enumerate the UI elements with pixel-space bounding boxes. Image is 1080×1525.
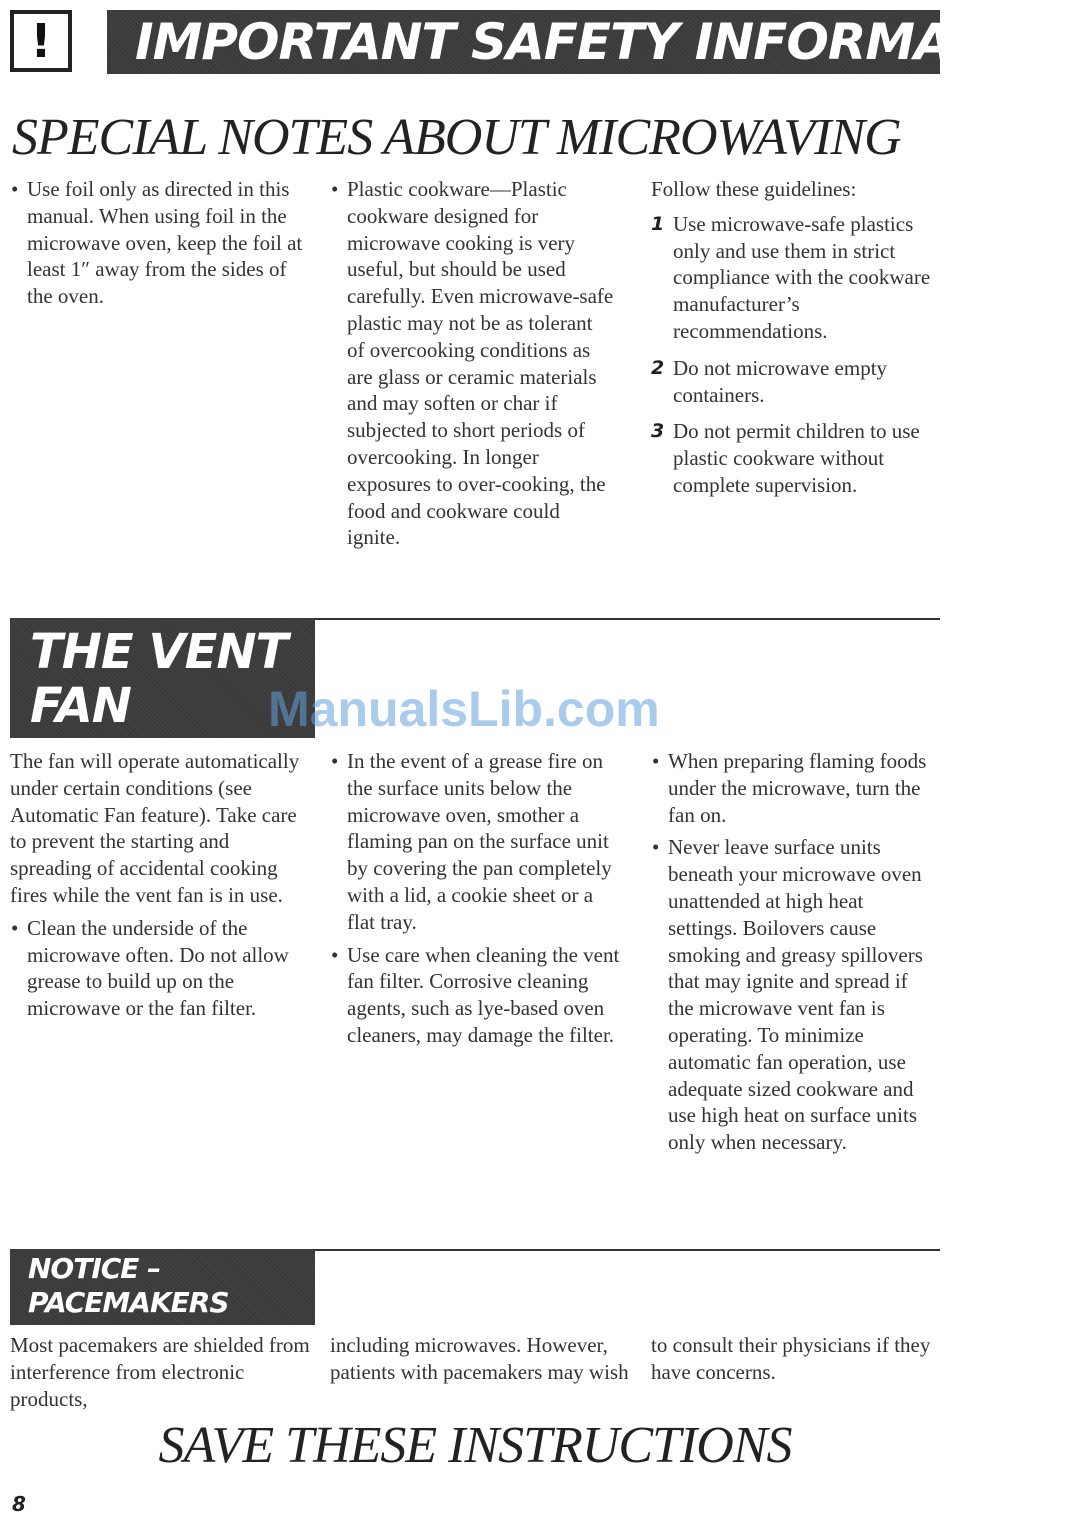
section-divider [315,618,940,620]
bullet-icon: • [331,749,339,773]
header-banner [107,10,1080,74]
page-title: IMPORTANT SAFETY INFORMATION [135,13,1080,71]
list-item [651,834,938,1156]
item-text: Do not microwave empty containers. [673,355,888,407]
microwaving-col1 [10,176,305,316]
section-title-microwaving: SPECIAL NOTES ABOUT MICROWAVING [12,109,901,166]
pacemakers-col3: to consult their physicians if they have concerns. [651,1333,931,1384]
list-item-text: Use foil only as directed in this manual. When using foil in the microwave oven, keep the foil at least 1″ away from the sides of the oven. [27,177,303,309]
bullet-icon: • [11,915,19,940]
pacemakers-title-line1: NOTICE – [28,1252,161,1285]
list-item [651,748,938,828]
vent-fan-title-line1: THE VENT [30,624,288,680]
microwaving-col3 [651,176,938,509]
pacemakers-title-line2: PACEMAKERS [28,1286,229,1319]
vent-col3 [651,748,938,1162]
list-item-text: In the event of a grease fire on the surface units below the microwave oven, smother a flaming pan on the surface unit by covering the pan completely with a lid, a cookie sheet or a flat tray. [347,749,612,934]
item-number: 3 [651,420,665,443]
numbered-item [651,418,938,498]
vent-intro: The fan will operate automatically under certain conditions (see Automatic Fan feature). Take care to prevent the starting and spreading of accidental cooking fires while the vent fan is in use. [10,749,300,907]
numbered-item [651,355,938,409]
page-number: 8 [12,1492,26,1516]
item-text: Use microwave-safe plastics only and use them in strict compliance with the cookware manufacturer’s recommendations. [673,211,931,343]
bullet-icon: • [331,942,339,967]
pacemakers-col1: Most pacemakers are shielded from interference from electronic products, [10,1333,310,1411]
alert-icon [10,10,72,72]
pacemakers-banner [10,1249,315,1325]
list-item-text: Clean the underside of the microwave often. Do not allow grease to build up on the microwave or the fan filter. [27,915,289,1021]
list-item [330,748,622,936]
bullet-icon: • [652,835,660,860]
section-divider [315,1249,940,1251]
bullet-icon: • [331,177,339,201]
bullet-icon: • [11,177,19,201]
list-item-text: When preparing flaming foods under the microwave, turn the fan on. [668,749,927,827]
guidelines-intro: Follow these guidelines: [651,177,857,201]
microwaving-col2 [330,176,615,557]
alert-glyph: ! [30,14,52,68]
list-item-text: Never leave surface units beneath your microwave oven unattended at high heat settings. Boilovers cause smoking and greasy spillovers that may ignite and spread if the microwave vent fan is operating. To minimize automatic fan operation, use adequate sized cookware and use high heat on surface units only when necessary. [668,835,923,1155]
list-item [10,915,310,1022]
bullet-icon: • [652,749,660,773]
item-number: 2 [651,356,665,379]
list-item-text: Plastic cookware—Plastic cookware designed for microwave cooking is very useful, but should be used carefully. Even microwave-safe plastic may not be as tolerant of overcooking conditions as are glass or ceramic materials and may soften or char if subjected to short periods of overcooking. In longer exposures to over-cooking, the food and cookware could ignite. [347,177,614,550]
list-item [10,176,305,310]
list-item [330,176,615,551]
list-item-text: Use care when cleaning the vent fan filter. Corrosive cleaning agents, such as lye-based oven cleaners, may damage the filter. [347,942,620,1047]
save-instructions-text: SAVE THESE INSTRUCTIONS [158,1417,792,1474]
pacemakers-col2: including microwaves. However, patients with pacemakers may wish [330,1333,629,1384]
vent-col1 [10,748,310,1028]
watermark-text: ManualsLib.com [268,681,660,737]
list-item [330,942,622,1049]
item-number: 1 [651,212,665,235]
numbered-item [651,211,938,345]
vent-col2 [330,748,622,1055]
vent-fan-title-line2: FAN [30,678,131,734]
item-text: Do not permit children to use plastic cookware without complete supervision. [673,419,920,497]
